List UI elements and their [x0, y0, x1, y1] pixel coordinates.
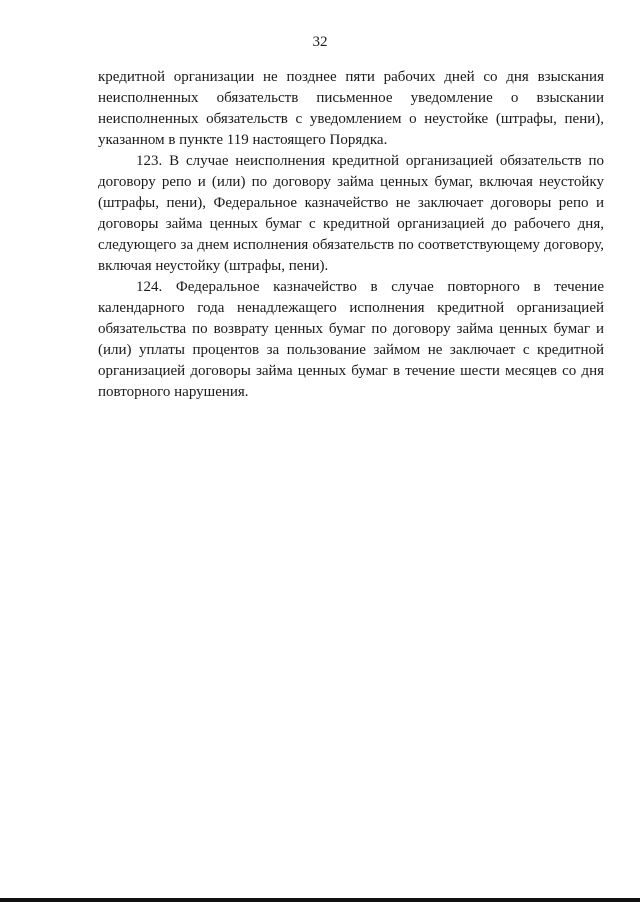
scan-bottom-border	[0, 898, 640, 902]
paragraph-124: 124. Федеральное казначейство в случае повторного в течение календарного года ненадлежащего исполнения кредитной организацией обязательства по возврату ценных бумаг по договору займа ценных бумаг и (или) уплаты процентов за пользование займом не заключает с кредитной организацией договоры займа ценных бумаг в течение шести месяцев со дня повторного нарушения.	[98, 279, 604, 400]
paragraph-123: 123. В случае неисполнения кредитной организацией обязательств по договору репо и (или) по договору займа ценных бумаг, включая неустойку (штрафы, пени), Федеральное казначейство не заключает договоры репо и договоры займа ценных бумаг с кредитной организацией до рабочего дня, следующего за днем исполнения обязательств по соответствующему договору, включая неустойку (штрафы, пени).	[98, 153, 604, 274]
document-body	[98, 67, 604, 403]
paragraph-continued: кредитной организации не позднее пяти рабочих дней со дня взыскания неисполненных обязательств письменное уведомление о взыскании неисполненных обязательств с уведомлением о неустойке (штрафы, пени), указанном в пункте 119 настоящего Порядка.	[98, 69, 604, 148]
page-number: 32	[312, 34, 328, 50]
